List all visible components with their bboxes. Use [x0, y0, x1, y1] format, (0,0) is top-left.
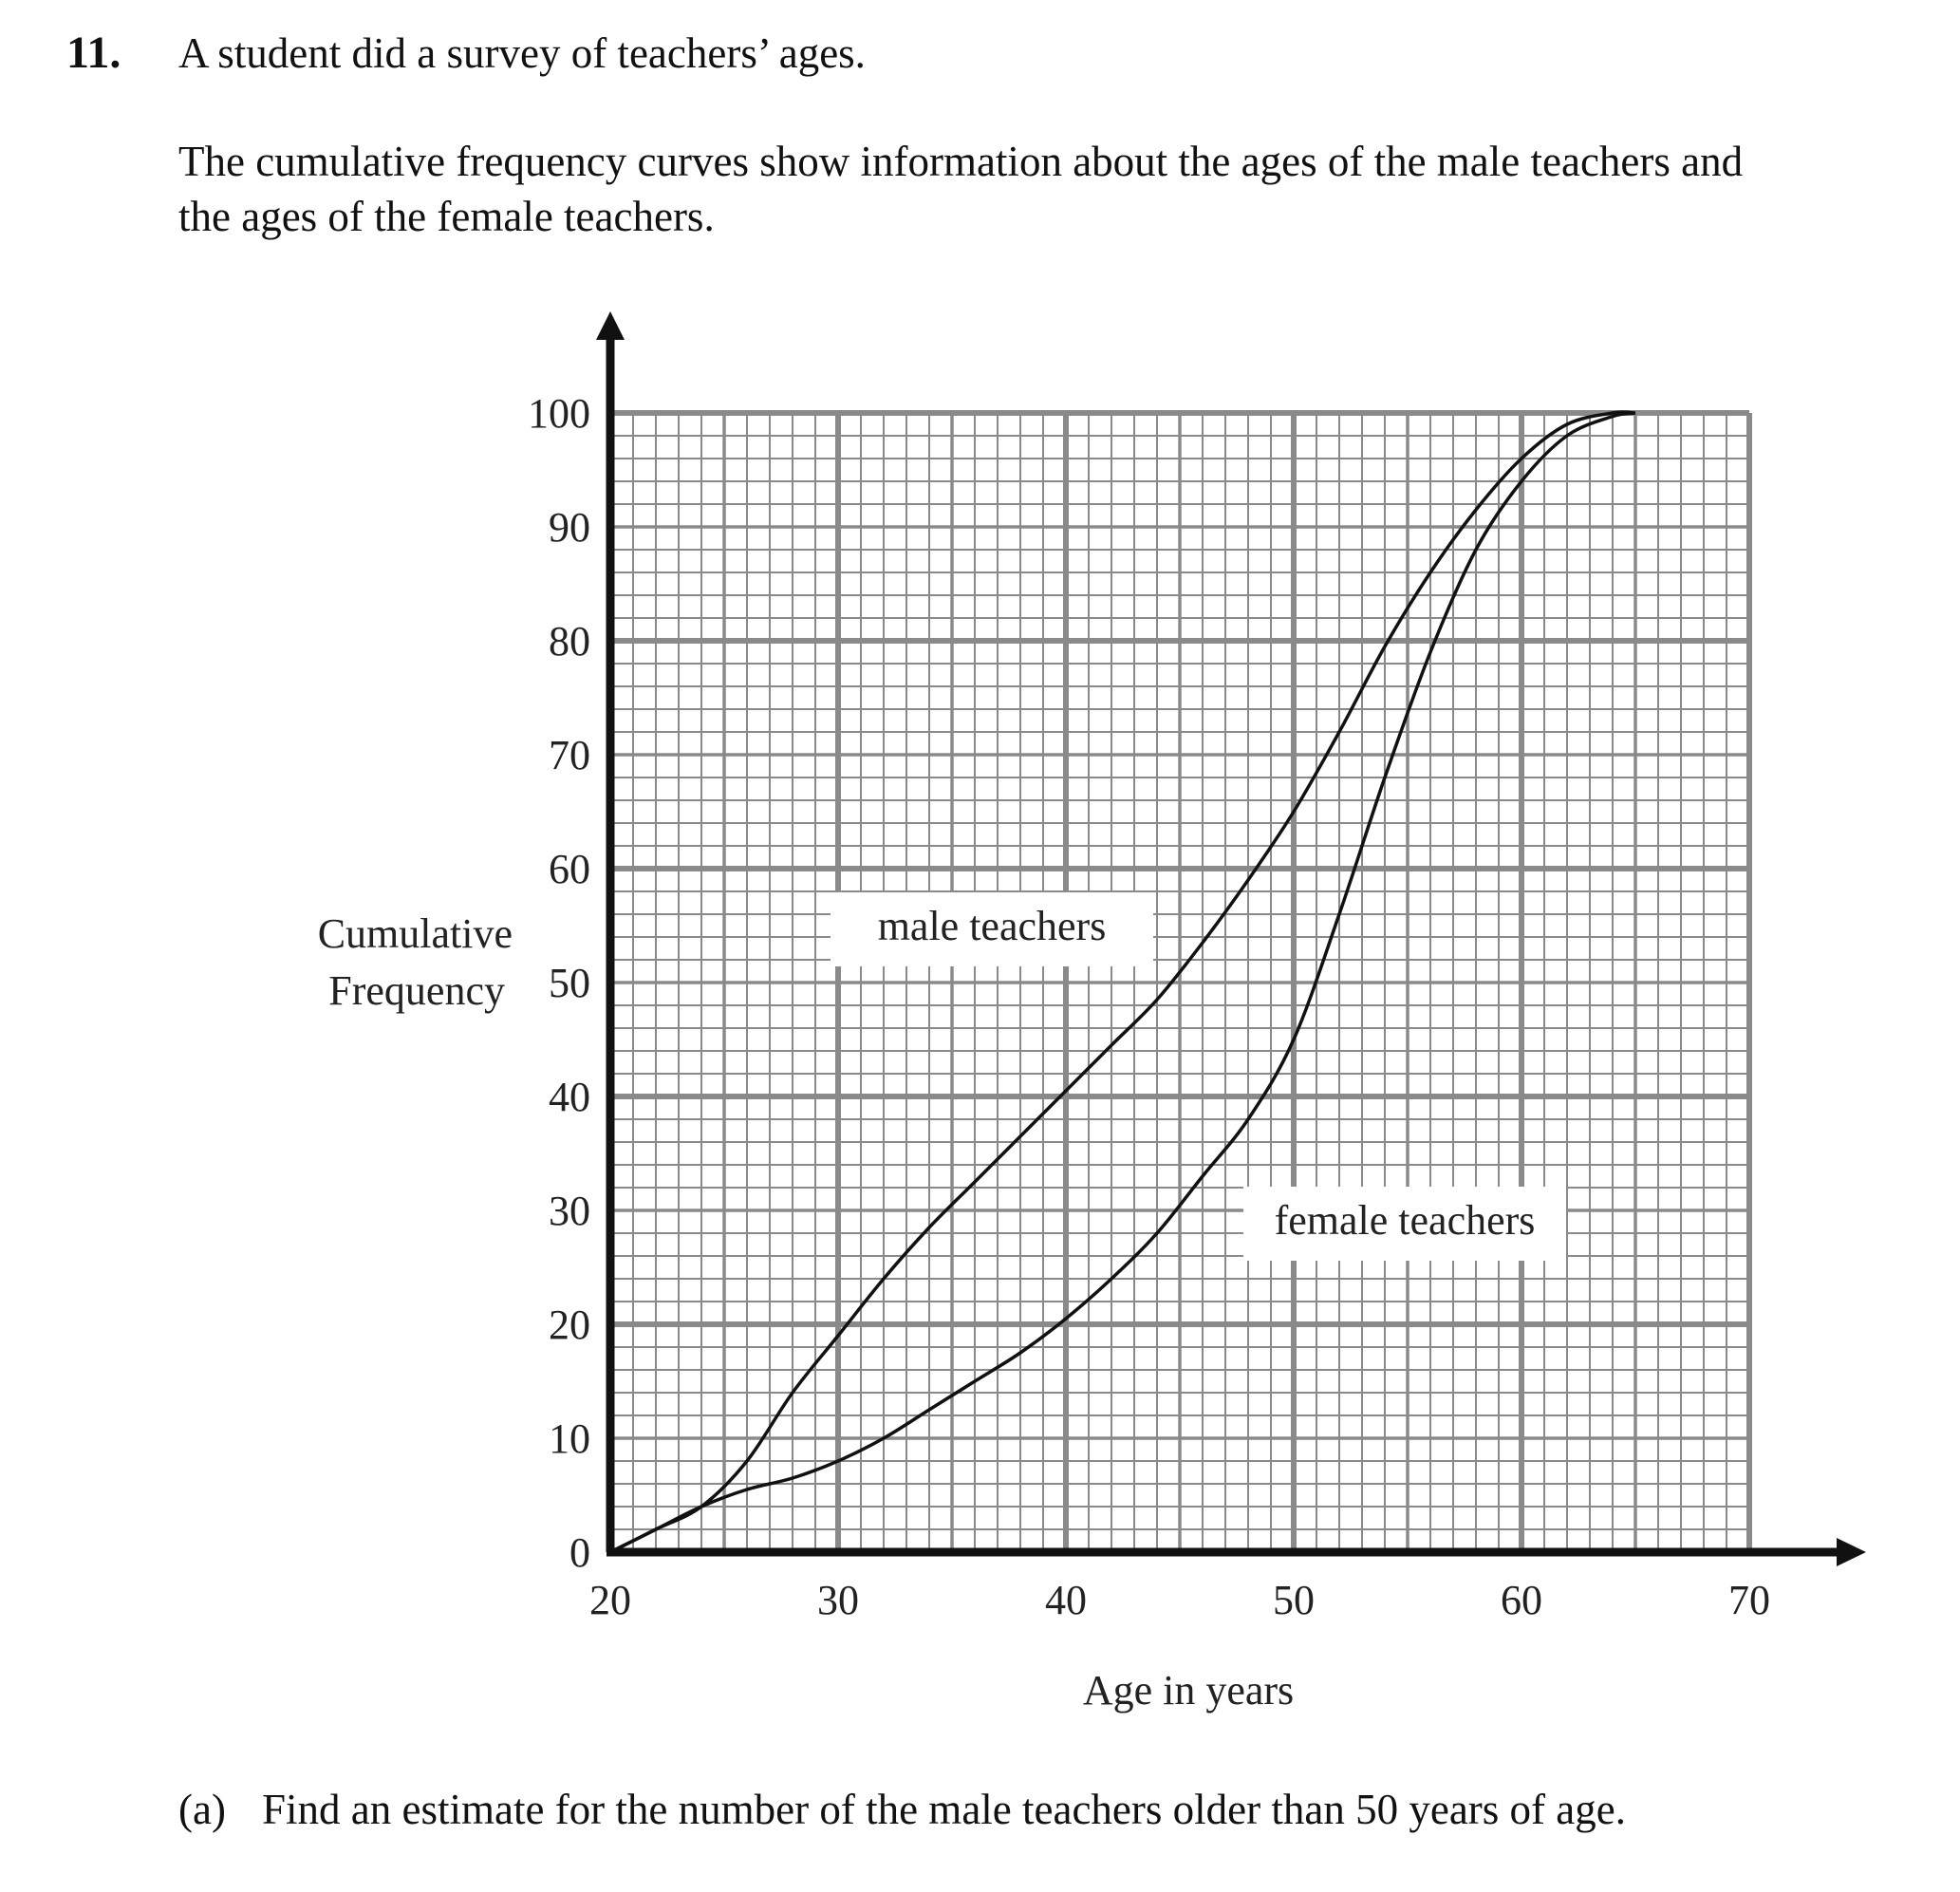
x-tick-label: 70	[1728, 1577, 1770, 1623]
question-description-line2: the ages of the female teachers.	[178, 193, 715, 240]
question-intro: A student did a survey of teachers’ ages.	[178, 29, 866, 77]
male-teachers-label: male teachers	[877, 903, 1107, 949]
y-tick-label: 40	[549, 1074, 590, 1120]
question-number: 11.	[66, 28, 121, 78]
part-a-text: Find an estimate for the number of the male teachers older than 50 years of age.	[262, 1786, 1626, 1833]
x-tick-label: 30	[817, 1577, 859, 1623]
x-tick-label: 60	[1501, 1577, 1542, 1623]
y-tick-label: 70	[549, 732, 590, 778]
y-tick-label: 90	[549, 504, 590, 551]
y-tick-label: 10	[549, 1415, 590, 1462]
x-axis-arrow	[1837, 1538, 1866, 1566]
x-axis-label: Age in years	[1082, 1667, 1295, 1714]
y-tick-label: 30	[549, 1188, 590, 1234]
female-teachers-label-box	[1243, 1187, 1566, 1261]
y-tick-label: 60	[549, 846, 590, 892]
x-tick-label: 50	[1273, 1577, 1315, 1623]
chart-axes	[596, 311, 1866, 1566]
y-tick-label: 0	[569, 1529, 590, 1576]
y-tick-label: 50	[549, 960, 590, 1006]
y-axis-label-line1: Cumulative	[317, 910, 513, 957]
x-tick-label: 40	[1045, 1577, 1087, 1623]
part-a-label: (a)	[178, 1786, 226, 1833]
y-tick-label: 20	[549, 1302, 590, 1348]
y-tick-label: 80	[549, 618, 590, 665]
part-a-question	[178, 1785, 1626, 1834]
chart-grid	[610, 413, 1749, 1552]
x-tick-label: 20	[589, 1577, 631, 1623]
y-tick-label: 100	[528, 390, 590, 437]
y-axis-label-line2: Frequency	[328, 967, 505, 1014]
female-teachers-label: female teachers	[1274, 1197, 1536, 1244]
y-axis-arrow	[596, 311, 625, 340]
question-description-line1: The cumulative frequency curves show information about the ages of the male teachers and	[178, 138, 1744, 185]
male-teachers-label-box	[831, 892, 1153, 966]
